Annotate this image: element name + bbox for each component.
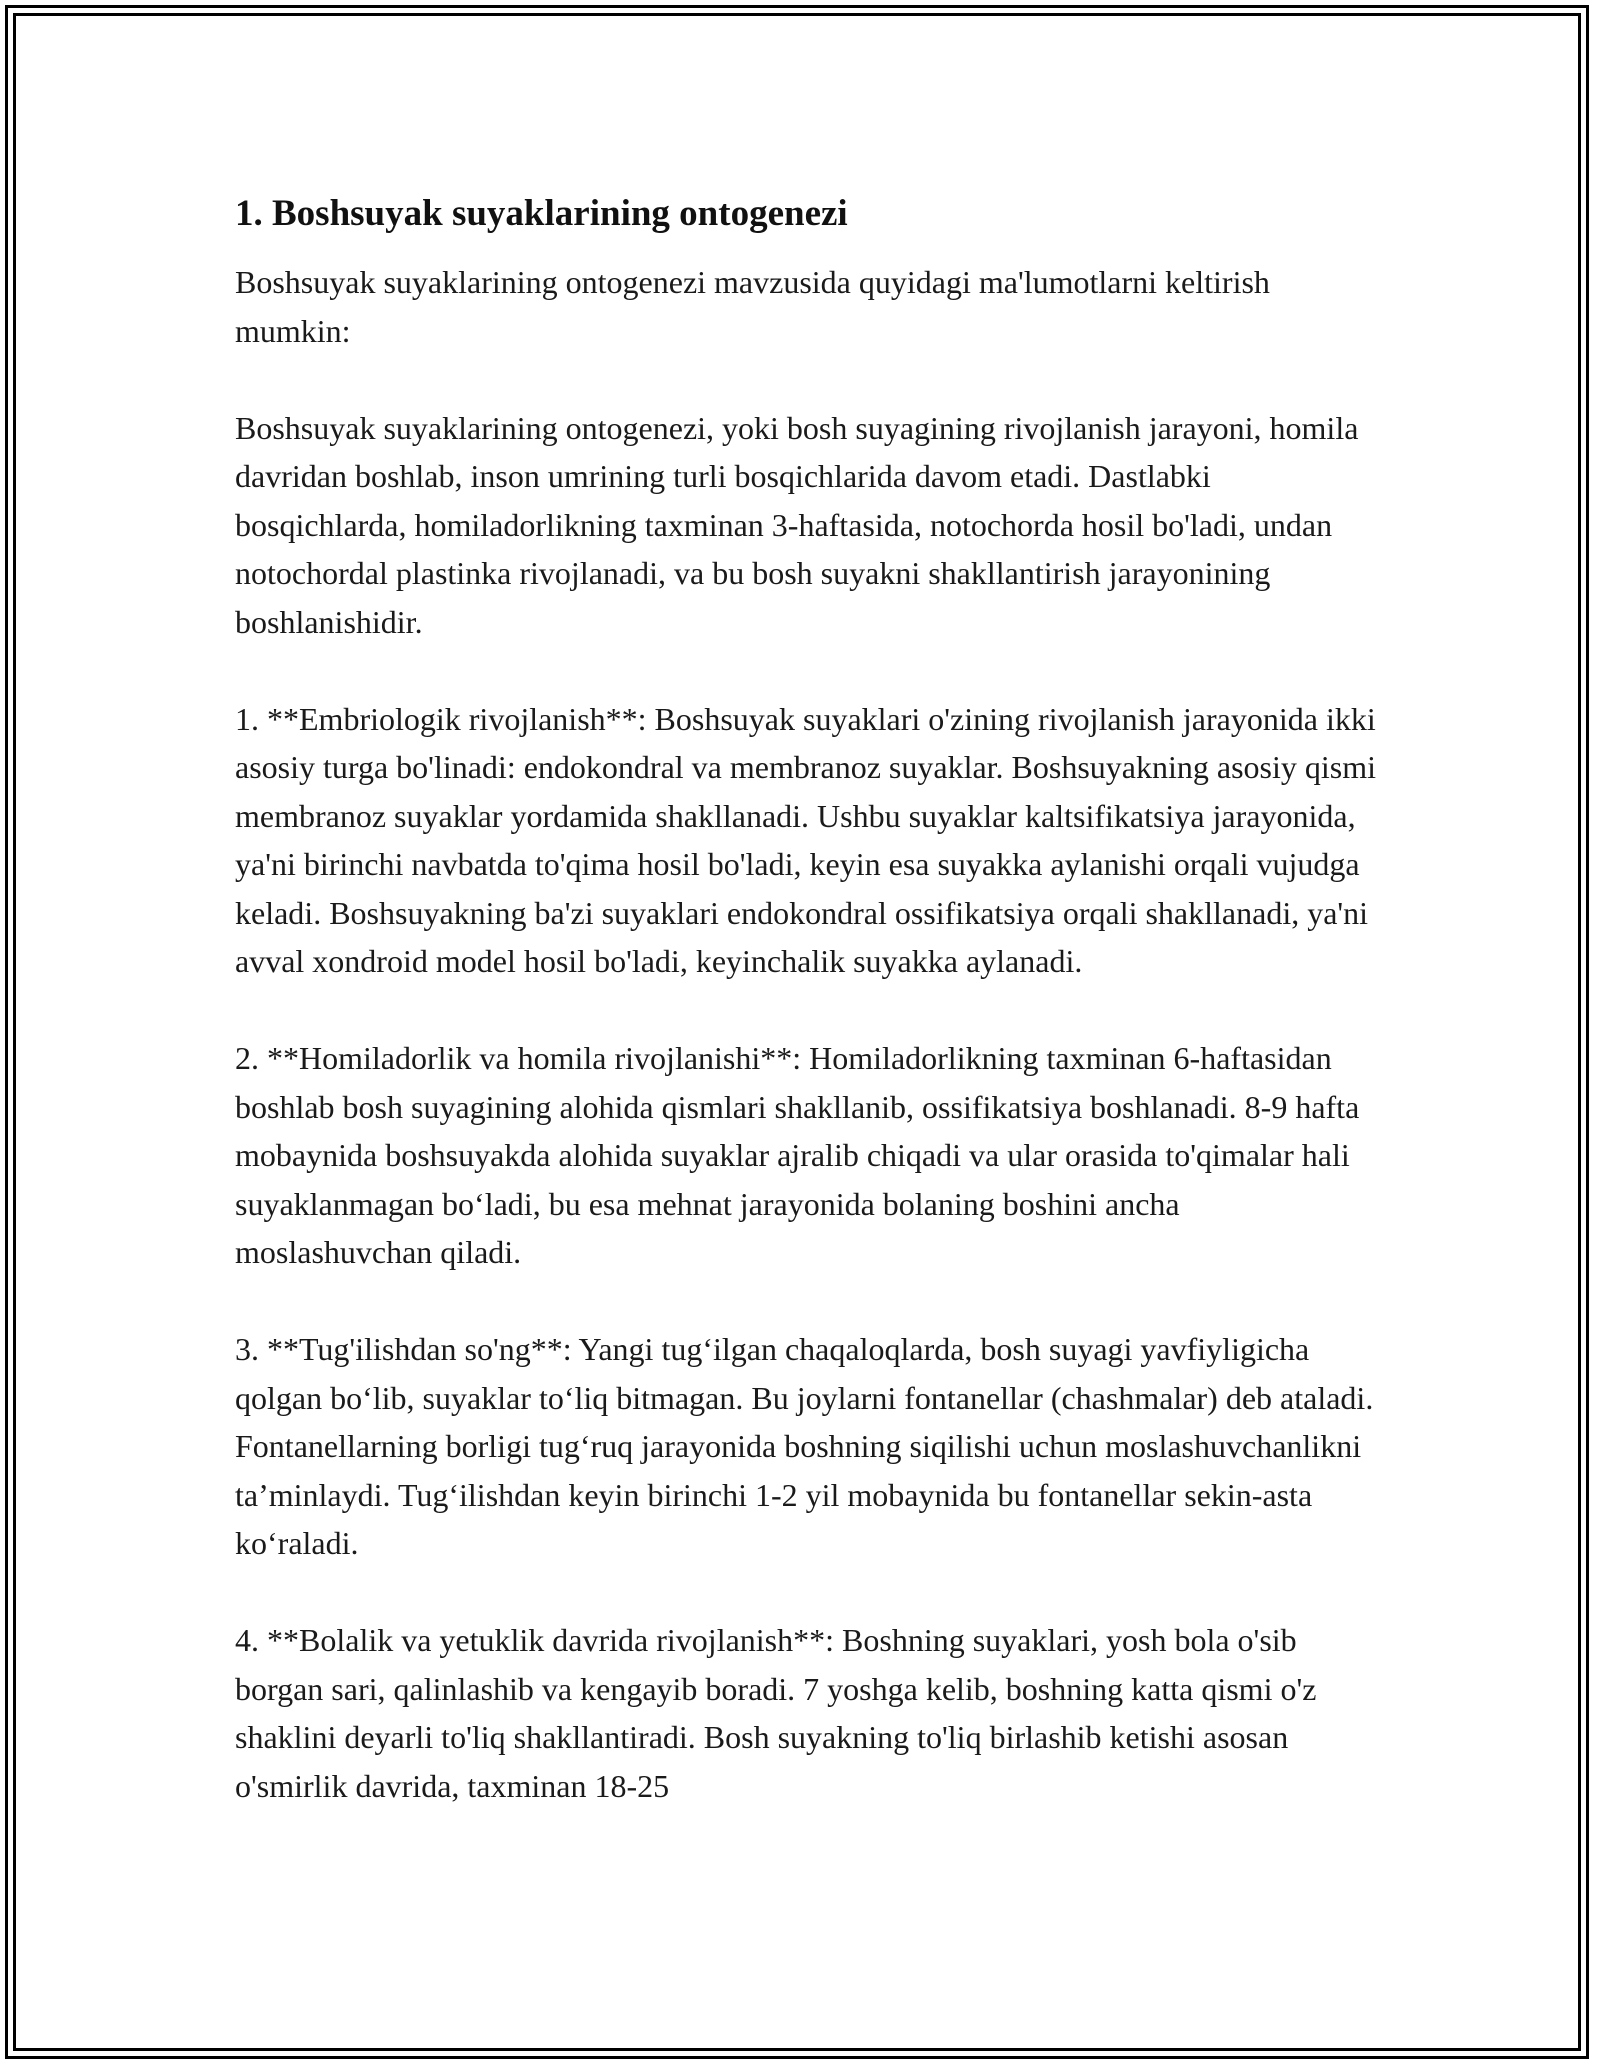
paragraph-embryology: 1. **Embriologik rivojlanish**: Boshsuyak suyaklari o'zining rivojlanish jarayonida ikki asosiy turga bo'linadi: endokondral va membranoz suyaklar. Boshsuyakning asosiy qismi membranoz suyaklar yordamida shakllanadi. Ushbu suyaklar kaltsifikatsiya jarayonida, ya'ni birinchi navbatda to'qima hosil bo'ladi, keyin esa suyakka aylanishi orqali vujudga keladi. Boshsuyakning ba'zi suyaklari endokondral ossifikatsiya orqali shakllanadi, ya'ni avval xondroid model hosil bo'ladi, keyinchalik suyakka aylanadi. [235,700,1377,979]
paragraph-overview: Boshsuyak suyaklarining ontogenezi, yoki bosh suyagining rivojlanish jarayoni, homila davridan boshlab, inson umrining turli bosqichlarida davom etadi. Dastlabki bosqichlarda, homiladorlikning taxminan 3-haftasida, notochorda hosil bo'ladi, undan notochordal plastinka rivojlanadi, va bu bosh suyakni shakllantirish jarayonining boshlanishidir. [235,409,1359,640]
paragraph-intro: Boshsuyak suyaklarining ontogenezi mavzusida quyidagi ma'lumotlarni keltirish mumkin: [235,264,1270,349]
paragraph-childhood: 4. **Bolalik va yetuklik davrida rivojlanish**: Boshning suyaklari, yosh bola o'sib borgan sari, qalinlashib va kengayib boradi. 7 yoshga kelib, boshning katta qismi o'z shaklini deyarli to'liq shakllantiradi. Bosh suyakning to'liq birlashib ketishi asosan o'smirlik davrida, taxminan 18-25 [235,1622,1317,1804]
paragraph-after-birth: 3. **Tug'ilishdan so'ng**: Yangi tug‘ilgan chaqaloqlarda, bosh suyagi yavfiyligicha qolgan bo‘lib, suyaklar to‘liq bitmagan. Bu joylarni fontanellar (chashmalar) deb ataladi. Fontanellarning borligi tug‘ruq jarayonida boshning siqilishi uchun moslashuvchanlikni ta’minlaydi. Tug‘ilishdan keyin birinchi 1-2 yil mobaynida bu fontanellar sekin-asta ko‘raladi. [235,1331,1374,1561]
document-body [235,180,1380,1810]
paragraph-pregnancy: 2. **Homiladorlik va homila rivojlanishi**: Homiladorlikning taxminan 6-haftasidan boshlab bosh suyagining alohida qismlari shakllanib, ossifikatsiya boshlanadi. 8-9 hafta mobaynida boshsuyakda alohida suyaklar ajralib chiqadi va ular orasida to'qimalar hali suyaklanmagan bo‘ladi, bu esa mehnat jarayonida bolaning boshini ancha moslashuvchan qiladi. [235,1040,1360,1270]
document-title: 1. Boshsuyak suyaklarining ontogenezi [235,193,848,234]
